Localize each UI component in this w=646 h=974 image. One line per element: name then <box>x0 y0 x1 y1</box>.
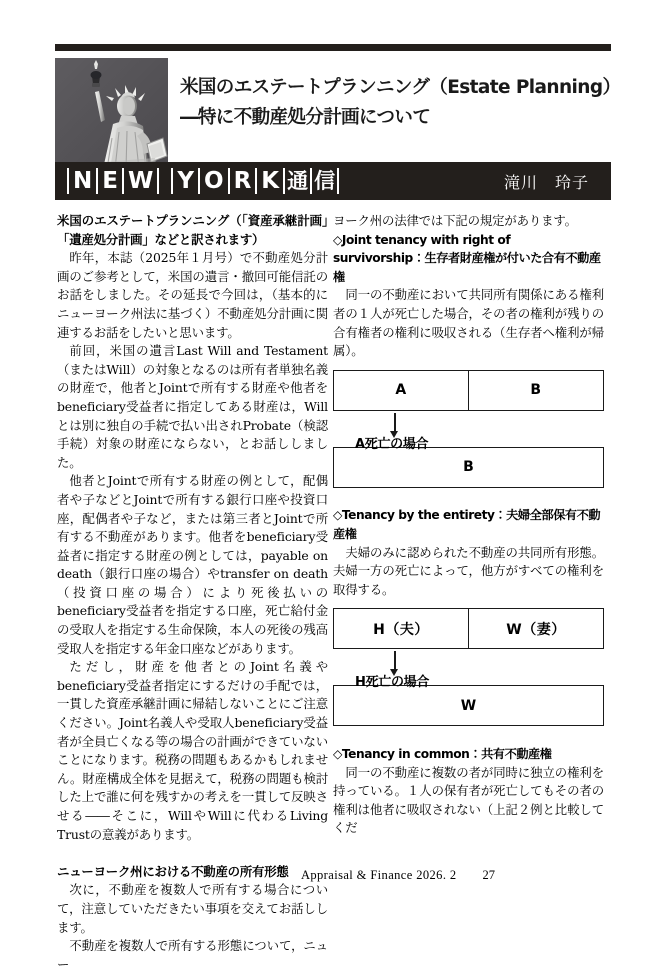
diagram2-top-spacer <box>333 599 604 608</box>
banner-letter-e: E <box>96 168 124 194</box>
paragraph-left-4: ただし，財産を他者とのJoint名義やbeneficiary受益者指定にするだけの手配では，一貫した資産承継計画に帰結しないことにご注意ください。Joint名義人や受取人beneficiary受益者が全員亡くなる等の場合の計画ができていないことになります。税務の問題もあるかもしれません。財産構成全体を見据えて，税務の問題も検討した上で誰に何を残すかの考えを一貫して反映させる――そこに，WillやWillに代わるLiving Trustの意義があります。 <box>57 659 328 842</box>
right-column <box>333 212 604 838</box>
diagram1-bottom-spacer <box>333 488 604 507</box>
diagram-tenancy-entirety <box>333 608 604 726</box>
diagram2-owner-wife: W（妻） <box>468 609 603 648</box>
paragraph-left-3: 他者とJointで所有する財産の例として，配偶者や子などとJointで所有する銀行口座や投資口座，配偶者や子など，または第三者とJointで所有する不動産があります。他者をbeneficiary受益者に指定する財産の例としては，payable on death（銀行口座の場合）やtransfer on death（投資口座の場合）により死後払いのbeneficiary受益者を指定する口座，死亡給付金の受取人を指定する生命保険，本人の死後の残高受取人を指定する年金口座などがあります。 <box>57 473 328 656</box>
banner-logotype <box>67 166 337 196</box>
page-footer <box>0 866 646 884</box>
heading-tenancy-entirety: ◇Tenancy by the entirety：夫婦全部保有不動産権 <box>333 508 601 541</box>
section-spacer <box>57 844 328 863</box>
banner-letter-shin: 信 <box>310 168 339 194</box>
diagram2-owners-box <box>333 608 604 649</box>
diagram1-transition <box>333 411 604 452</box>
series-banner <box>55 162 611 200</box>
diagram2-arrow-label: H死亡の場合 <box>355 675 430 691</box>
diagram2-bottom-spacer <box>333 726 604 745</box>
diagram1-top-spacer <box>333 361 604 370</box>
journal-name: Appraisal & Finance 2026. 2 <box>300 868 457 882</box>
heading-tenancy-common: ◇Tenancy in common：共有不動産権 <box>333 746 552 761</box>
diagram1-owners-box <box>333 370 604 411</box>
page-number: 27 <box>482 868 496 882</box>
banner-letter-n: N <box>67 168 98 194</box>
banner-letter-o: O <box>198 168 230 194</box>
article-title <box>180 73 621 133</box>
author-name: 滝川 玲子 <box>503 173 589 192</box>
paragraph-left-5: 次に，不動産を複数人で所有する場合について，注意していただきたい事項を交えてお話しします。 <box>57 882 328 935</box>
section-heading-ny-ownership: ニューヨーク州における不動産の所有形態 <box>57 863 289 879</box>
article-header <box>55 44 621 202</box>
diagram2-result-box: W <box>333 685 604 726</box>
paragraph-right-2: 夫婦のみに認められた不動産の共同所有形態。夫婦一方の死亡によって，他方がすべての権利を取得する。 <box>333 544 604 597</box>
banner-letter-r: R <box>228 168 258 194</box>
statue-of-liberty-photo <box>55 58 168 169</box>
paragraph-right-3: 同一の不動産に複数の者が同時に独立の権利を持っている。１人の保有者が死亡してもその者の権利は他者に吸収されない（上記２例と比較してくだ <box>333 764 604 836</box>
diagram1-arrow-shaft <box>394 413 396 433</box>
heading-joint-tenancy: ◇Joint tenancy with right of survivorship：生存者財産権が付いた合有不動産権 <box>333 232 601 284</box>
paragraph-left-2: 前回，米国の遺言Last Will and Testament（またはWill）の対象となるのは所有者単独名義の財産で，他者とJointで所有する財産や他者をbeneficiary受益者に指定してある財産は，Willとは別に独自の手続で払い出されProbate（検認手続）対象の財産にならない，とお話ししました。 <box>57 343 328 470</box>
banner-letter-k: K <box>255 168 285 194</box>
diagram2-transition <box>333 649 604 691</box>
section-heading-estate-planning: 米国のエステートプランニング（「資産承継計画」「遺産処分計画」などと訳されます） <box>57 213 328 247</box>
paragraph-left-6: 不動産を複数人で所有する形態について，ニュー <box>57 938 328 972</box>
header-top-band <box>55 44 621 169</box>
diagram-joint-tenancy <box>333 370 604 488</box>
banner-letter-y: Y <box>171 168 200 194</box>
left-column <box>57 212 328 974</box>
diagram1-arrow-label: A死亡の場合 <box>355 436 429 452</box>
article-title-line2: ―特に不動産処分計画について <box>180 107 431 128</box>
diagram1-result-box: B <box>333 447 604 488</box>
banner-letter-tsu: 通 <box>283 168 312 194</box>
diagram1-owner-b: B <box>468 371 603 410</box>
diagram2-arrow-shaft <box>394 651 396 671</box>
diagram2-owner-husband: H（夫） <box>373 621 429 638</box>
banner-letter-w: W <box>122 168 159 194</box>
article-title-line1: 米国のエステートプランニング（Estate Planning） <box>180 77 621 98</box>
paragraph-right-1: 同一の不動産において共同所有関係にある権利者の１人が死亡した場合，その者の権利が残りの合有権者の権利に吸収される（生存者へ権利が帰属）。 <box>333 287 604 359</box>
diagram1-owner-a: A <box>395 382 407 399</box>
paragraph-right-0: ヨーク州の法律では下記の規定があります。 <box>333 213 577 228</box>
paragraph-left-1: 昨年，本誌（2025年１月号）で不動産処分計画のご参考として，米国の遺言・撤回可能信託のお話をしました。その延長で今回は，（基本的にニューヨーク州法に基づく）不動産処分計画に関連するお話をしたいと思います。 <box>57 250 328 340</box>
